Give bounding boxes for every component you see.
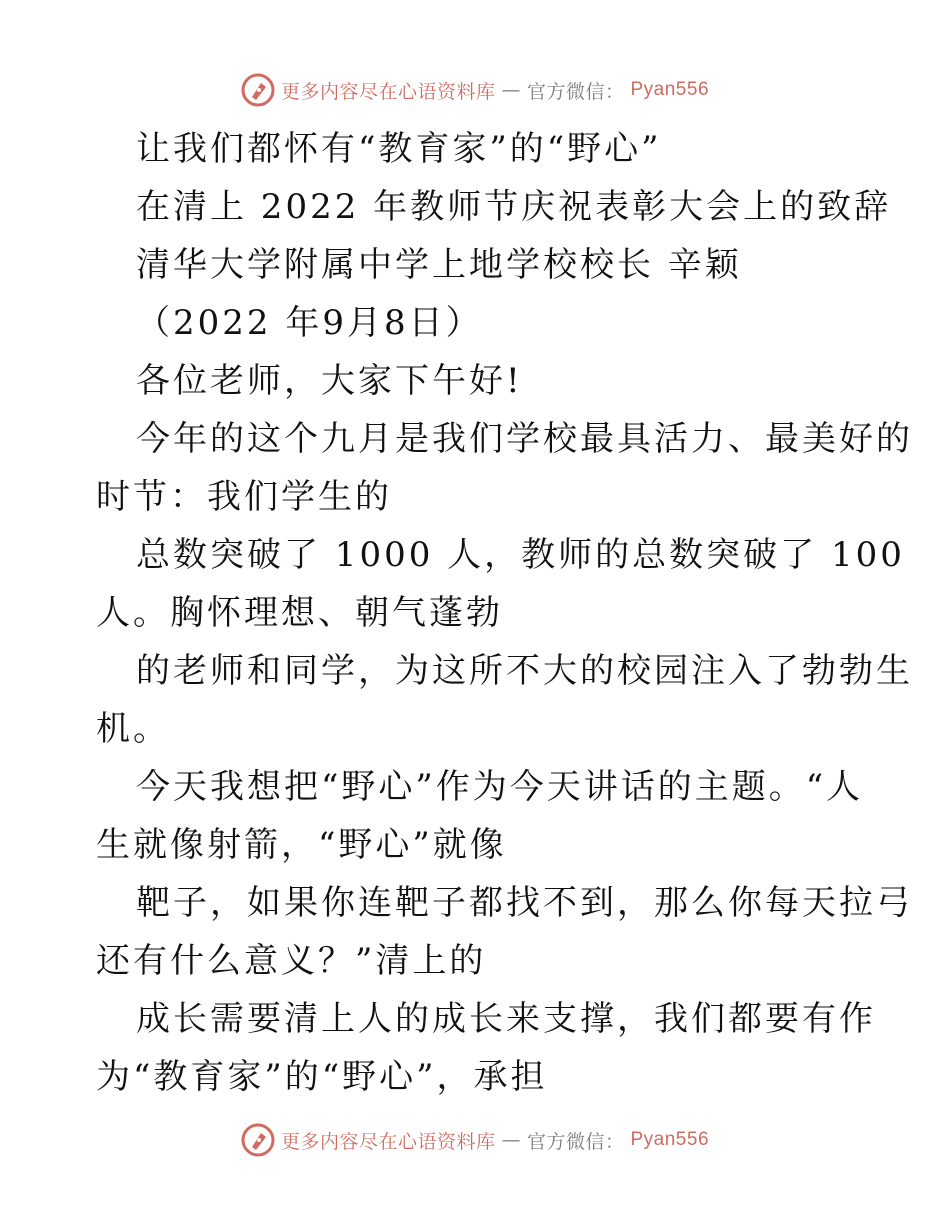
watermark-site-text: 更多内容尽在心语资料库 bbox=[280, 80, 496, 103]
paragraph-line: 成长需要清上人的成长来支撑，我们都要有作 bbox=[136, 999, 876, 1039]
watermark-handle: Pyan556 bbox=[630, 1129, 710, 1150]
document-date: （2022 年9月8日） bbox=[136, 303, 483, 343]
footer-watermark bbox=[0, 1120, 950, 1160]
paragraph-line: 今年的这个九月是我们学校最具活力、最美好的 bbox=[136, 419, 913, 459]
watermark-dash: — bbox=[501, 79, 521, 101]
header-watermark bbox=[0, 70, 950, 110]
watermark-official-label: 官方微信： bbox=[526, 80, 625, 103]
paragraph-line: 还有什么意义？”清上的 bbox=[96, 941, 487, 981]
paragraph-line: 为“教育家”的“野心”，承担 bbox=[96, 1057, 548, 1097]
paragraph-line: 总数突破了 1000 人，教师的总数突破了 100 bbox=[136, 535, 905, 575]
document-greeting: 各位老师，大家下午好! bbox=[136, 361, 523, 401]
paragraph-line: 靶子，如果你连靶子都找不到，那么你每天拉弓 bbox=[136, 883, 913, 923]
paragraph-line: 机。 bbox=[96, 709, 170, 749]
document-subtitle: 在清上 2022 年教师节庆祝表彰大会上的致辞 bbox=[136, 187, 892, 227]
watermark-official-label: 官方微信： bbox=[526, 1130, 625, 1153]
paragraph-line: 时节：我们学生的 bbox=[96, 477, 392, 517]
paragraph-line: 生就像射箭，“野心”就像 bbox=[96, 825, 507, 865]
paragraph-line: 的老师和同学，为这所不大的校园注入了勃勃生 bbox=[136, 651, 913, 691]
pen-nib-circle-icon bbox=[241, 1123, 275, 1157]
watermark-dash: — bbox=[501, 1129, 521, 1151]
watermark-site-text: 更多内容尽在心语资料库 bbox=[280, 1130, 496, 1153]
document-body bbox=[96, 120, 913, 1106]
document-title: 让我们都怀有“教育家”的“野心” bbox=[136, 129, 662, 169]
document-author: 清华大学附属中学上地学校校长 辛颖 bbox=[136, 245, 742, 285]
paragraph-line: 今天我想把“野心”作为今天讲话的主题。“人 bbox=[136, 767, 864, 807]
pen-nib-circle-icon bbox=[241, 73, 275, 107]
watermark-handle: Pyan556 bbox=[630, 79, 710, 100]
paragraph-line: 人。胸怀理想、朝气蓬勃 bbox=[96, 593, 503, 633]
